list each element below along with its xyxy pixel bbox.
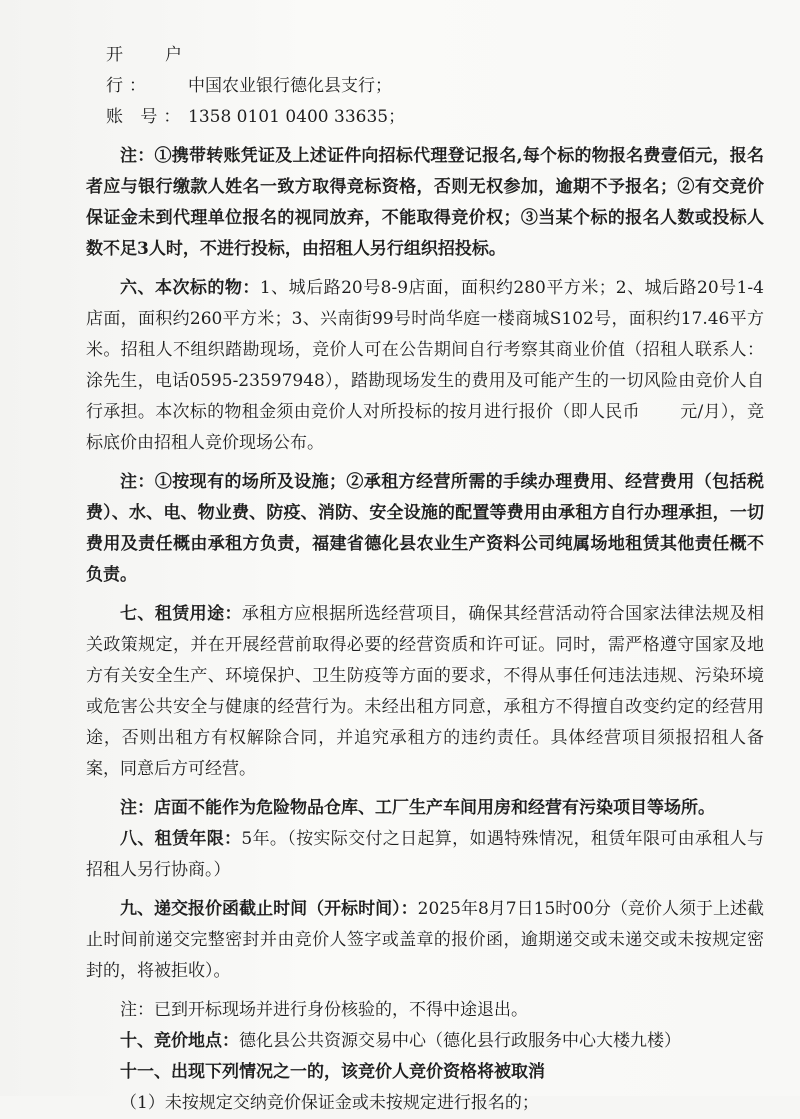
account-label: 账 号： xyxy=(106,107,187,127)
note-usage xyxy=(86,793,764,824)
bank-name-label: 开 户 行： xyxy=(106,45,188,96)
section-8-heading: 八、租赁年限： xyxy=(120,829,242,849)
bank-name-line xyxy=(86,40,764,102)
note-facilities xyxy=(86,467,764,591)
note-usage-text: 注：店面不能作为危险物品仓库、工厂生产车间用房和经营有污染项目等场所。 xyxy=(120,798,715,818)
section-10 xyxy=(86,1026,764,1057)
section-10-text: 德化县公共资源交易中心（德化县行政服务中心大楼九楼） xyxy=(239,1031,681,1051)
section-7 xyxy=(86,599,764,785)
account-line xyxy=(86,102,764,133)
note-registration-text: 注：①携带转账凭证及上述证件向招标代理登记报名,每个标的物报名费壹佰元，报名者应与银行缴款人姓名一致方取得竞标资格，否则无权参加，逾期不予报名；②有交竞价保证金未到代理单位报名的视同放弃，不能取得竞价权；③当某个标的报名人数或投标人数不足3人时，不进行投标，由招租人另行组织招投标。 xyxy=(86,146,764,259)
section-11-item-1 xyxy=(86,1088,764,1119)
section-9-text: 2025年8月7日15时00分（竞价人须于上述截止时间前递交完整密封并由竞价人签字或盖章的报价函，逾期递交或未递交或未按规定密封的，将被拒收）。 xyxy=(86,899,764,981)
note-registration xyxy=(86,141,764,265)
section-9 xyxy=(86,894,764,987)
section-7-text: 承租方应根据所选经营项目，确保其经营活动符合国家法律法规及相关政策规定，并在开展经营前取得必要的经营资质和许可证。同时，需严格遵守国家及地方有关安全生产、环境保护、卫生防疫等方面的要求，不得从事任何违法违规、污染环境或危害公共安全与健康的经营行为。未经出租方同意，承租方不得擅自改变约定的经营用途，否则出租方有权解除合同，并追究承租方的违约责任。具体经营项目须报招租人备案，同意后方可经营。 xyxy=(86,604,765,779)
section-11-item-1-text: （1）未按规定交纳竞价保证金或未按规定进行报名的； xyxy=(120,1093,539,1113)
section-6-heading: 六、本次标的物： xyxy=(120,278,260,298)
section-6-text-b: 元/月），竞标底价由招租人竞价现场公布。 xyxy=(86,402,764,453)
bank-name-value: 中国农业银行德化县支行； xyxy=(188,76,392,96)
section-8-text: 5年。（按实际交付之日起算，如遇特殊情况，租赁年限可由承租人与招租人另行协商。） xyxy=(86,829,764,880)
note-facilities-text: 注：①按现有的场所及设施；②承租方经营所需的手续办理费用、经营费用（包括税费）、水、电、物业费、防疫、消防、安全设施的配置等费用由承租方自行办理承担，一切费用及责任概由承租方负责，福建省德化县农业生产资料公司纯属场地租赁其他责任概不负责。 xyxy=(86,472,764,585)
section-8 xyxy=(86,824,764,886)
section-6-text-a: 1、城后路20号8-9店面，面积约280平方米；2、城后路20号1-4店面，面积约260平方米；3、兴南街99号时尚华庭一楼商城S102号，面积约17.46平方米。招租人不组织踏勘现场，竞价人可在公告期间自行考察其商业价值（招租人联系人：涂先生，电话0595-23597948），踏勘现场发生的费用及可能产生的一切风险由竞价人自行承担。本次标的物租金须由竞价人对所投标的按月进行报价（即人民币 xyxy=(86,278,764,422)
section-9-heading: 九、递交报价函截止时间（开标时间）： xyxy=(120,899,418,919)
section-10-heading: 十、竞价地点： xyxy=(120,1031,239,1051)
section-11 xyxy=(86,1057,764,1088)
section-6 xyxy=(86,273,764,459)
document-body xyxy=(86,40,764,1119)
note-exit-text: 注：已到开标现场并进行身份核验的，不得中途退出。 xyxy=(120,1000,528,1020)
section-7-heading: 七、租赁用途： xyxy=(120,604,242,624)
account-value: 1358 0101 0400 33635； xyxy=(188,107,406,127)
section-11-heading: 十一、出现下列情况之一的，该竞价人竞价资格将被取消 xyxy=(120,1062,545,1082)
note-exit xyxy=(86,995,764,1026)
